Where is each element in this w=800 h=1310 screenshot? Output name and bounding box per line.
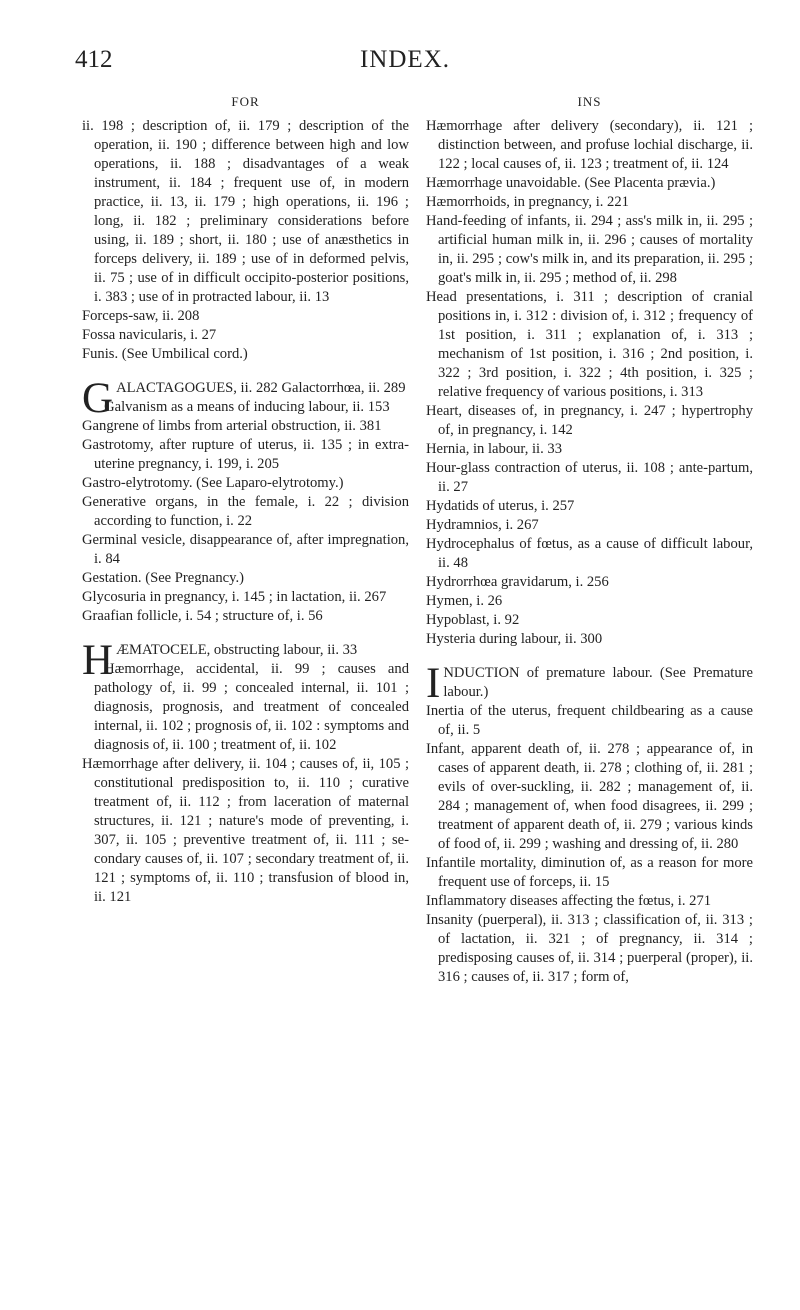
index-entry [82,607,409,626]
entry-text: Hæmorrhage, accidental, ii. 99 ; causes and pathology of, ii. 99 ; concealed internal, ii. 101 ; diagnosis, prognosis, and treatment of concealed internal, ii. 102 ; prognosis of, ii. 102 : symptoms and diagnosis of, ii. 100 ; treatment of, ii. 102 [94,661,409,753]
entry-text: Insanity (puerperal), ii. 313 ; classification of, ii. 313 ; of lactation, ii. 321 ; of pregnancy, ii. 314 ; predisposing causes of, ii. 314 ; puerperal (proper), ii. 316 ; causes of, ii. 317 ; form of, [426,912,753,985]
index-entry [426,212,753,288]
index-entry [426,497,753,516]
section-start-entry [82,637,409,684]
index-column-left [82,92,409,907]
index-entry [82,345,409,364]
entry-text: NDUCTION of premature labour. (See Premature labour.) [443,665,753,700]
index-entry [82,398,409,417]
entry-text: Hæmorrhage after delivery (secondary), ii. 121 ; distinction between, and profuse lochial discharge, ii. 122 ; local causes of, ii. 123 ; treatment of, ii. 124 [426,118,753,172]
entry-text: Hæmorrhage unavoidable. (See Placenta prævia.) [426,175,716,191]
entry-text: Funis. (See Umbilical cord.) [82,346,248,362]
index-entry [426,573,753,592]
index-entry [82,436,409,474]
index-entry [426,892,753,911]
entry-text: Generative organs, in the female, i. 22 ; division according to function, i. 22 [82,494,409,529]
section-letter: G [82,375,114,422]
index-entry [82,531,409,569]
entry-text: Hydrocephalus of fœtus, as a cause of difficult labour, ii. 48 [426,536,753,571]
page-title: INDEX. [359,46,450,73]
index-entry [82,326,409,345]
index-entry [82,569,409,588]
index-entry [82,307,409,326]
entry-text: Hæmorrhoids, in pregnancy, i. 221 [426,194,629,210]
entry-text: Inertia of the uterus, frequent childbearing as a cause of, ii. 5 [426,703,753,738]
index-entry [426,440,753,459]
guide-word-right: INS [577,94,602,109]
entry-text: Hand-feeding of infants, ii. 294 ; ass's milk in, ii. 295 ; artificial human milk in, ii. 296 ; causes of mortality in, ii. 295 ; cow's milk in, and its preparation, ii. 295 ; goat's milk in, ii. 295 ; method of, ii. 298 [426,213,753,286]
index-entry [82,588,409,607]
entry-text: Heart, diseases of, in pregnancy, i. 247 ; hypertrophy of, in pregnancy, i. 142 [426,403,753,438]
entry-text: Hypoblast, i. 92 [426,612,520,628]
entry-text: Gastrotomy, after rupture of uterus, ii. 135 ; in extra-uterine pregnancy, i. 199, i. 205 [82,437,409,472]
entry-text: ii. 198 ; description of, ii. 179 ; description of the operation, ii. 190 ; difference between high and low operations, ii. 188 ; disadvantages of a weak instrument, ii. 184 ; frequent use of, in modern practice, ii. 13, ii. 179 ; high operations, ii. 196 ; long, ii. 182 ; preliminary considerations before using, ii. 189 ; short, ii. 180 ; use of anæsthetics in forceps delivery, ii. 189 ; use of in deformed pelvis, ii. 75 ; use of in difficult occipito-posterior positions, i. 383 ; use of in protracted labour, ii. 13 [82,118,409,305]
entry-text: Forceps-saw, ii. 208 [82,308,200,324]
entry-text: Hydrorrhœa gravidarum, i. 256 [426,574,609,590]
entry-text: Hernia, in labour, ii. 33 [426,441,562,457]
index-entry [426,611,753,630]
entry-text: ÆMATOCELE, obstructing labour, ii. 33 [116,642,358,658]
entry-text: Galvanism as a means of inducing labour, ii. 153 [104,399,390,415]
entry-text: Inflammatory diseases affecting the fœtus, i. 271 [426,893,712,909]
entry-text: ALACTAGOGUES, ii. 282 Galactorrhœa, ii. 289 [116,380,406,396]
guide-word-left: FOR [231,94,260,109]
index-entry [82,493,409,531]
index-entry [426,516,753,535]
index-entry [426,630,753,649]
index-entry [82,755,409,907]
entry-text: Hour-glass contraction of uterus, ii. 108 ; ante-partum, ii. 27 [426,460,753,495]
index-entry [426,592,753,611]
index-entry [426,117,753,174]
entry-text: Hymen, i. 26 [426,593,503,609]
index-entry [426,911,753,987]
entry-text: Infantile mortality, diminution of, as a reason for more frequent use of forceps, ii. 15 [426,855,753,890]
entry-text: Glycosuria in pregnancy, i. 145 ; in lactation, ii. 267 [82,589,387,605]
index-column-right [426,92,753,987]
index-entry [426,459,753,497]
entry-text: Head presentations, i. 311 ; description of cranial positions in, i. 312 : division of, i. 312 ; frequency of 1st position, i. 311 ; explanation of, i. 313 ; mechanism of 1st position, i. 316 ; 2nd position, i. 322 ; 3rd position, i. 322 ; 4th position, i. 325 ; relative frequency of various positions, i. 313 [426,289,753,400]
entry-text: Hæmorrhage after delivery, ii. 104 ; causes of, ii, 105 ; constitutional predisposition to, ii. 110 ; curative treatment of, ii. 112 ; from laceration of maternal structures, ii. 121 ; nature's mode of preventing, i. 307, ii. 105 ; preventive treatment of, ii. 111 ; secondary causes of, ii. 107 ; secondary treatment of, ii. 121 ; symptoms of, ii. 110 ; transfusion of blood in, ii. 121 [82,756,409,905]
section-start-entry [426,660,753,707]
index-entry [82,660,409,755]
entry-text: Fossa navicularis, i. 27 [82,327,217,343]
index-entry [426,535,753,573]
index-entry [426,854,753,892]
entry-text: Gangrene of limbs from arterial obstruction, ii. 381 [82,418,382,434]
index-entry [82,417,409,436]
entry-text: Hydramnios, i. 267 [426,517,539,533]
index-entry [426,702,753,740]
index-entry [82,117,409,307]
entry-text: Hydatids of uterus, i. 257 [426,498,575,514]
entry-text: Gestation. (See Pregnancy.) [82,570,244,586]
entry-text: Germinal vesicle, disappearance of, after impregnation, i. 84 [82,532,409,567]
index-entry [82,474,409,493]
page-header [75,46,735,74]
section-letter: I [426,660,441,707]
index-entry [426,193,753,212]
index-entry [426,174,753,193]
entry-text: Graafian follicle, i. 54 ; structure of, i. 56 [82,608,323,624]
index-entry [426,402,753,440]
index-entry [426,288,753,402]
entry-text: Gastro-elytrotomy. (See Laparo-elytrotomy.) [82,475,344,491]
entry-text: Infant, apparent death of, ii. 278 ; appearance of, in cases of apparent death, ii. 278 ; clothing of, ii. 281 ; evils of over-suckling, ii. 282 ; management of, ii. 284 ; management of, when food disagrees, ii. 299 ; treatment of apparent death of, ii. 279 ; various kinds of food of, ii. 299 ; washing and dressing of, ii. 280 [426,741,753,852]
page-number: 412 [75,46,113,73]
section-letter: H [82,637,114,684]
entry-text: Hysteria during labour, ii. 300 [426,631,603,647]
index-entry [426,740,753,854]
